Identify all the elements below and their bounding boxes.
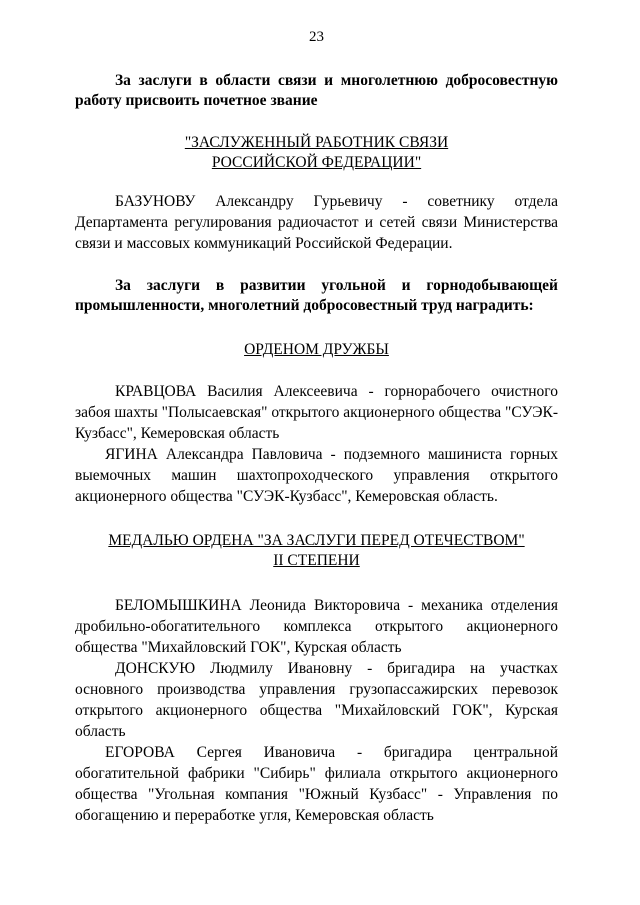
award-entry-bazunov: БАЗУНОВУ Александру Гурьевичу - советнику отдела Департамента регулирования радиочастот и сетей связи Министерства связи и массовых коммуникаций Российской Федерации.: [75, 193, 558, 252]
section2-lead: За заслуги в развитии угольной и горнодобывающей промышленности, многолетний добросовестный труд наградить:: [75, 277, 558, 314]
award-entry-yagin: ЯГИНА Александра Павловича - подземного машиниста горных выемочных машин шахтопроходческого управления открытого акционерного общества "СУЭК-Кузбасс", Кемеровская область.: [75, 446, 558, 505]
section1-lead: За заслуги в области связи и многолетнюю добросовестную работу присвоить почетное звание: [75, 72, 558, 109]
section1-title-line2: РОССИЙСКОЙ ФЕДЕРАЦИИ": [211, 154, 422, 171]
section3-title-line2: II СТЕПЕНИ: [273, 552, 360, 569]
award-entry-donskaya: ДОНСКУЮ Людмилу Ивановну - бригадира на участках основного производства управления грузопассажирских перевозок открытого акционерного общества "Михайловский ГОК", Курская область: [75, 660, 558, 740]
award-entry-egorov: ЕГОРОВА Сергея Ивановича - бригадира центральной обогатительной фабрики "Сибирь" филиала открытого акционерного общества "Угольная компания "Южный Кузбасс" - Управления по обогащению и переработке угля, Кемеровская область: [75, 744, 558, 824]
section1-title-line1: "ЗАСЛУЖЕННЫЙ РАБОТНИК СВЯЗИ: [184, 134, 449, 151]
page-number: 23: [309, 29, 324, 45]
award-entry-kravtsov: КРАВЦОВА Василия Алексеевича - горнорабочего очистного забоя шахты "Полысаевская" открытого акционерного общества "СУЭК-Кузбасс", Кемеровская область: [75, 383, 558, 442]
section3-title-line1: МЕДАЛЬЮ ОРДЕНА "ЗА ЗАСЛУГИ ПЕРЕД ОТЕЧЕСТВОМ": [108, 532, 525, 549]
award-entry-belomyshkin: БЕЛОМЫШКИНА Леонида Викторовича - механика отделения дробильно-обогатительного комплекса открытого акционерного общества "Михайловский ГОК", Курская область: [75, 597, 558, 656]
section2-title: ОРДЕНОМ ДРУЖБЫ: [244, 341, 389, 358]
